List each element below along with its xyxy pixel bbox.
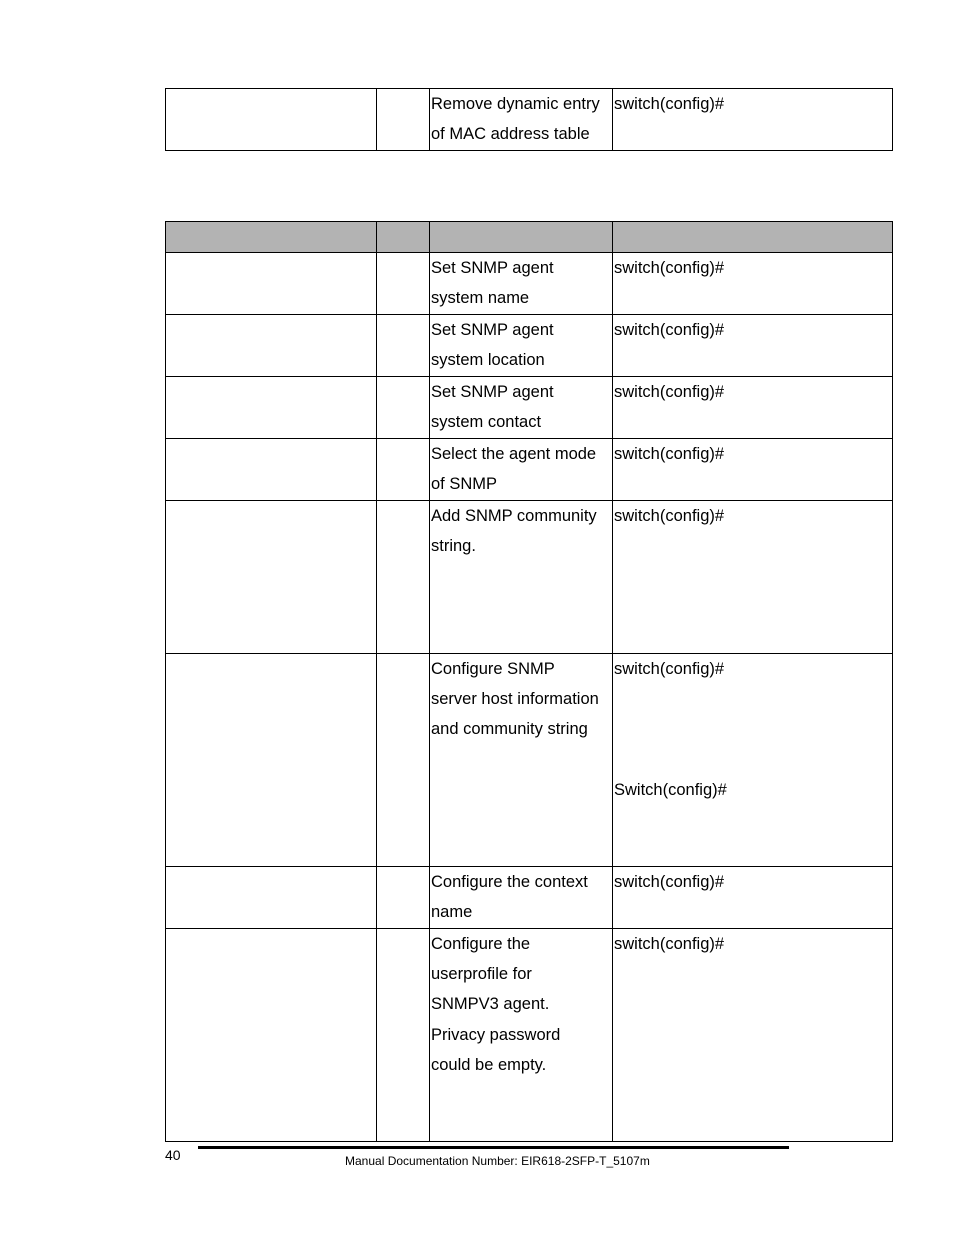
table-row — [166, 500, 893, 653]
document-number: Manual Documentation Number: EIR618-2SFP-T_5107m — [345, 1154, 650, 1168]
table-row — [166, 377, 893, 439]
parameter-cell — [377, 500, 430, 653]
mode-cell: switch(config)# — [613, 253, 893, 315]
command-cell — [166, 438, 377, 500]
description-cell: Remove dynamic entry of MAC address table — [430, 89, 613, 151]
mode-cell: switch(config)# — [613, 438, 893, 500]
parameter-cell — [377, 866, 430, 928]
table-row — [166, 89, 893, 151]
command-cell — [166, 928, 377, 1141]
header-cell — [377, 222, 430, 253]
mac-table-fragment — [165, 88, 893, 151]
header-cell — [613, 222, 893, 253]
command-cell — [166, 315, 377, 377]
footer-divider — [198, 1146, 789, 1149]
table-row — [166, 438, 893, 500]
description-cell: Select the agent mode of SNMP — [430, 438, 613, 500]
mode-cell: switch(config)# — [613, 928, 893, 1141]
parameter-cell — [377, 253, 430, 315]
description-cell: Set SNMP agent system name — [430, 253, 613, 315]
mode-cell: switch(config)# — [613, 89, 893, 151]
description-cell: Set SNMP agent system contact — [430, 377, 613, 439]
table-row — [166, 653, 893, 866]
command-cell — [166, 89, 377, 151]
command-cell — [166, 377, 377, 439]
parameter-cell — [377, 928, 430, 1141]
parameter-cell — [377, 89, 430, 151]
snmp-command-table — [165, 221, 893, 1142]
table-row — [166, 315, 893, 377]
header-cell — [166, 222, 377, 253]
parameter-cell — [377, 438, 430, 500]
parameter-cell — [377, 377, 430, 439]
mode-cell: switch(config)# — [613, 315, 893, 377]
command-cell — [166, 866, 377, 928]
page-number: 40 — [165, 1147, 181, 1163]
parameter-cell — [377, 315, 430, 377]
mode-cell: switch(config)# Switch(config)# — [613, 653, 893, 866]
table-header-row — [166, 222, 893, 253]
description-cell: Set SNMP agent system location — [430, 315, 613, 377]
parameter-cell — [377, 653, 430, 866]
command-cell — [166, 253, 377, 315]
command-cell — [166, 500, 377, 653]
table-row — [166, 866, 893, 928]
table-row — [166, 928, 893, 1141]
header-cell — [430, 222, 613, 253]
description-cell: Configure the userprofile for SNMPV3 agent. Privacy password could be empty. — [430, 928, 613, 1141]
mode-cell: switch(config)# — [613, 500, 893, 653]
table-row — [166, 253, 893, 315]
command-cell — [166, 653, 377, 866]
description-cell: Configure the context name — [430, 866, 613, 928]
description-cell: Configure SNMP server host information and community string — [430, 653, 613, 866]
description-cell: Add SNMP community string. — [430, 500, 613, 653]
mode-cell: switch(config)# — [613, 866, 893, 928]
mode-cell: switch(config)# — [613, 377, 893, 439]
